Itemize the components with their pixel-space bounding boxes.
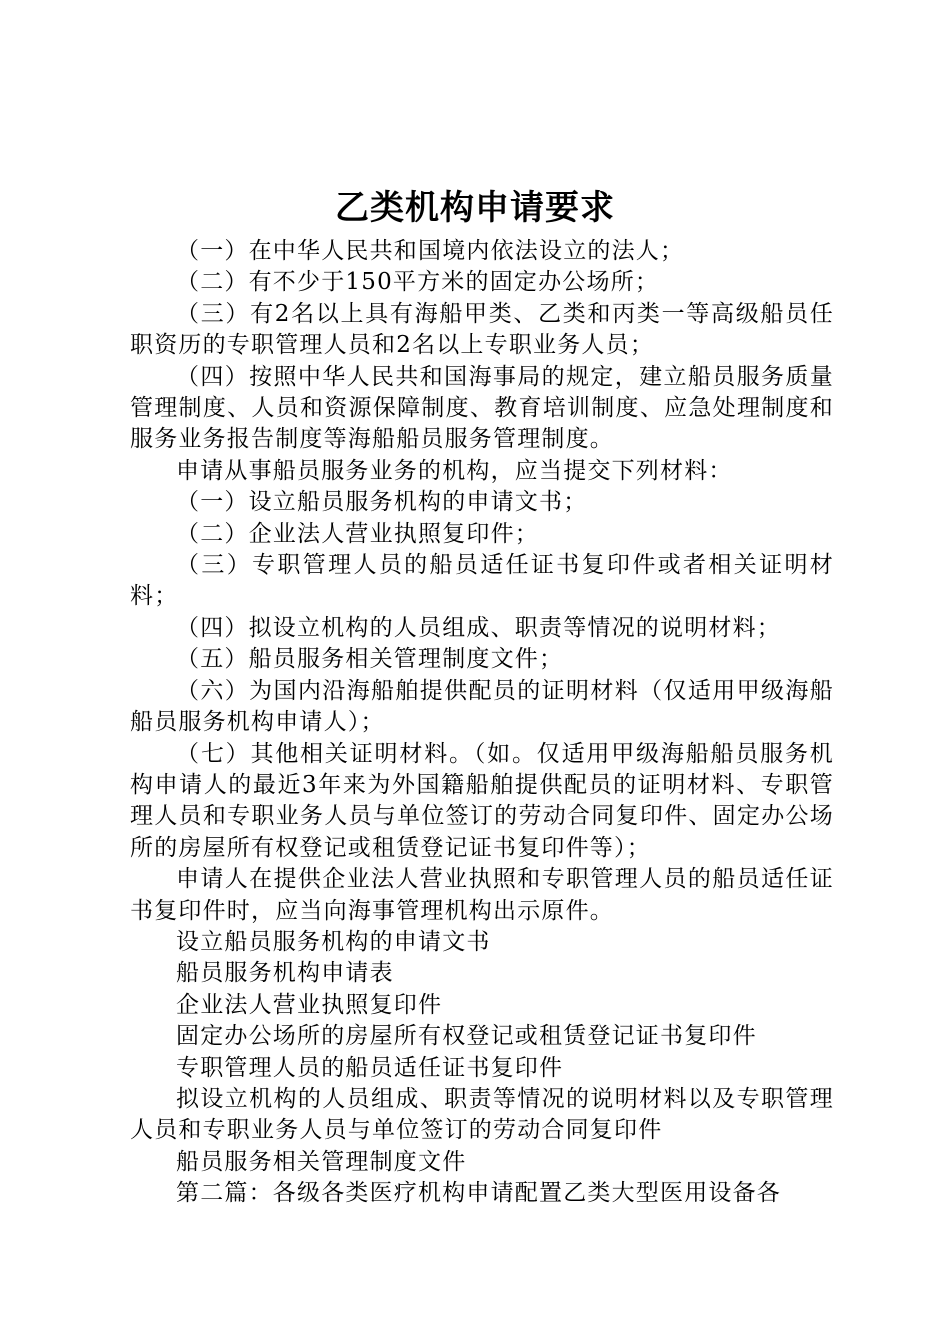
paragraph: 专职管理人员的船员适任证书复印件: [176, 1054, 564, 1081]
paragraph: 第二篇：各级各类医疗机构申请配置乙类大型医用设备各: [176, 1180, 781, 1207]
paragraph: （一）在中华人民共和国境内依法设立的法人；: [176, 238, 685, 264]
paragraph: 企业法人营业执照复印件: [176, 991, 443, 1018]
paragraph: （六）为国内沿海船舶提供配员的证明材料（仅适用甲级海船船员服务机构申请人）；: [130, 677, 834, 736]
paragraph: （五）船员服务相关管理制度文件；: [176, 646, 564, 673]
document-title: 乙类机构申请要求: [335, 188, 615, 228]
document-body: [130, 236, 834, 1210]
paragraph: （一）设立船员服务机构的申请文书；: [176, 489, 588, 516]
paragraph: 拟设立机构的人员组成、职责等情况的说明材料以及专职管理人员和专职业务人员与单位签订的劳动合同复印件: [130, 1085, 834, 1144]
paragraph: （三）有2名以上具有海船甲类、乙类和丙类一等高级船员任职资历的专职管理人员和2名以上专职业务人员；: [130, 300, 834, 359]
paragraph: （七）其他相关证明材料。（如。仅适用甲级海船船员服务机构申请人的最近3年来为外国籍船舶提供配员的证明材料、专职管理人员和专职业务人员与单位签订的劳动合同复印件、固定办公场所的房屋所有权登记或租赁登记证书复印件等）；: [130, 740, 834, 861]
paragraph: （二）企业法人营业执照复印件；: [176, 520, 539, 547]
paragraph: 船员服务机构申请表: [176, 960, 394, 987]
paragraph: 申请从事船员服务业务的机构，应当提交下列材料：: [176, 457, 733, 484]
paragraph: 申请人在提供企业法人营业执照和专职管理人员的船员适任证书复印件时，应当向海事管理机构出示原件。: [130, 866, 834, 924]
paragraph: 船员服务相关管理制度文件: [176, 1148, 467, 1175]
paragraph: （四）按照中华人民共和国海事局的规定，建立船员服务质量管理制度、人员和资源保障制度、教育培训制度、应急处理制度和服务业务报告制度等海船船员服务管理制度。: [130, 363, 834, 453]
paragraph: （四）拟设立机构的人员组成、职责等情况的说明材料；: [176, 614, 781, 641]
paragraph: （二）有不少于150平方米的固定办公场所；: [176, 269, 660, 296]
paragraph: （三）专职管理人员的船员适任证书复印件或者相关证明材料；: [130, 552, 834, 610]
paragraph: 固定办公场所的房屋所有权登记或租赁登记证书复印件: [176, 1023, 757, 1050]
paragraph: 设立船员服务机构的申请文书: [176, 928, 491, 955]
